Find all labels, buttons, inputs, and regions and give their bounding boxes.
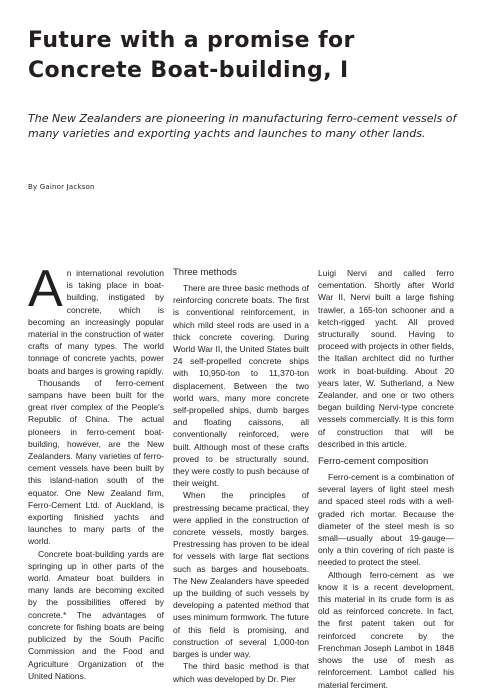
drop-cap: A — [28, 260, 63, 318]
column-2 — [173, 267, 309, 685]
paragraph: Although ferro-cement as we know it is a recent development, this material in its crude form is as old as reinforced concrete. In fact, the first patent taken out for reinforced concrete by the Frenchman Joseph Lambot in 1848 shows the use of mesh as reinforcement. Lambot called his material ferciment. — [318, 569, 454, 690]
paragraph — [28, 260, 164, 377]
article-title — [28, 26, 478, 86]
paragraph-text: n international revolution is taking place in boat-building, instigated by concrete, which is becoming an increasingly popular material in the construction of water crafts of many types. The world tonnage of concrete yachts, power boats and barges is growing rapidly. — [28, 268, 164, 376]
section-heading: Ferro-cement composition — [318, 456, 429, 468]
column-1 — [28, 260, 164, 682]
byline: By Gainor Jackson — [28, 183, 95, 191]
paragraph: The third basic method is that which was developed by Dr. Pier — [173, 661, 309, 684]
standfirst: The New Zealanders are pioneering in manufacturing ferro-cement vessels of many varieties and exporting yachts and launches to many other lands. — [28, 112, 457, 140]
column-3 — [318, 267, 454, 691]
title-line-1: Future with a promise for — [28, 28, 355, 53]
paragraph: When the principles of prestressing became practical, they were applied in the construction of concrete vessels, mostly barges. Prestressing has proven to be ideal for vessels with large flat sections such as barges and houseboats. The New Zealanders have speeded up the building of such vessels by developing a patented method that uses minimum formwork. The future of this field is promising, and construction of several 1,000-ton barges is under way. — [173, 490, 309, 660]
section-heading: Three methods — [173, 267, 237, 278]
paragraph: There are three basic methods of reinforcing concrete boats. The first is conventional reinforcement, in which mild steel rods are used in a thick concrete covering. During World War II, the United States built 24 self-propelled concrete ships with 10,950-ton to 11,370-ton displacement. Between the two world wars, many more concrete self-propelled ships, dumb barges and floating caissons, all conventionally reinforced, were built. Although most of these crafts proved to be structurally sound, they were costly to push because of their weight. — [173, 283, 309, 489]
paragraph: Thousands of ferro-cement sampans have been built for the great river complex of the People's Republic of China. The actual pioneers in ferro-cement boat-building, however, are the New Zealanders. Many varieties of ferro-cement vessels have been built by this island-nation south of the equator. One New Zealand firm, Ferro-Cement Ltd. of Auckland, is exporting finished yachts and launches to many parts of the world. — [28, 377, 164, 547]
paragraph: Concrete boat-building yards are springing up in other parts of the world. Amateur boat builders in many lands are becoming excited by the possibilities offered by concrete.* The advantages of concrete for fishing boats are being publicized by the South Pacific Commission and the Food and Agriculture Organization of the United Nations. — [28, 548, 164, 681]
paragraph: Luigi Nervi and called ferro cementation. Shortly after World War II, Nervi built a large fishing trawler, a 165-ton schooner and a ketch-rigged yacht. All proved structurally sound. Having to proceed with projects in other fields, the Italian architect did no further work in boat-building. About 20 years later, W. Sutherland, a New Zealander, and one or two others began building Nervi-type concrete vessels commercially. It is this form of construction that will be described in this article. — [318, 268, 454, 449]
title-line-2: Concrete Boat-building, I — [28, 58, 349, 83]
paragraph: Ferro-cement is a combination of several layers of light steel mesh and spaced steel rods with a well-graded rich mortar. Because the diameter of the steel mesh is so small—usually about 19-gauge—only a thin covering of rich paste is needed to protect the steel. — [318, 472, 454, 568]
